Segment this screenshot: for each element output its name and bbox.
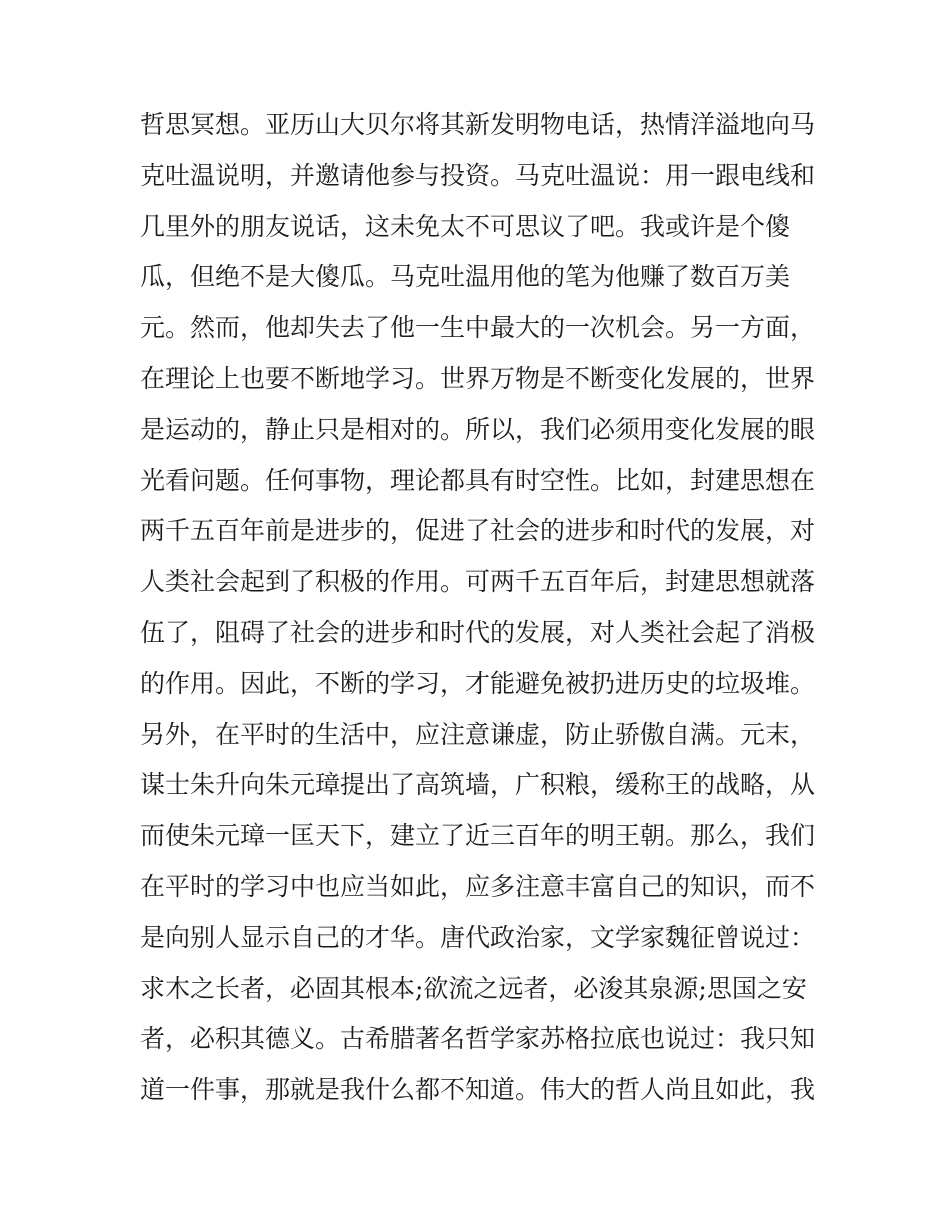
text-line: 在平时的学习中也应当如此，应多注意丰富自己的知识，而不 [140,871,816,901]
text-line: 瓜，但绝不是大傻瓜。马克吐温用他的笔为他赚了数百万美 [140,262,791,292]
text-line: 几里外的朋友说话，这未免太不可思议了吧。我或许是个傻 [140,211,791,241]
text-line: 求木之长者，必固其根本;欲流之远者，必浚其泉源;思国之安 [140,973,807,1003]
body-text [140,100,820,1116]
text-line: 者，必积其德义。古希腊著名哲学家苏格拉底也说过：我只知 [140,1024,816,1054]
text-line: 两千五百年前是进步的，促进了社会的进步和时代的发展，对 [140,516,816,546]
text-line: 伍了，阻碍了社会的进步和时代的发展，对人类社会起了消极 [140,617,816,647]
text-line: 克吐温说明，并邀请他参与投资。马克吐温说：用一跟电线和 [140,160,816,190]
text-line: 元。然而，他却失去了他一生中最大的一次机会。另一方面， [140,313,816,343]
text-line: 哲思冥想。亚历山大贝尔将其新发明物电话，热情洋溢地向马 [140,110,816,139]
text-line: 是运动的，静止只是相对的。所以，我们必须用变化发展的眼 [140,414,816,444]
text-line: 谋士朱升向朱元璋提出了高筑墙，广积粮，缓称王的战略，从 [140,770,816,800]
text-line: 人类社会起到了积极的作用。可两千五百年后，封建思想就落 [140,567,816,597]
text-line: 的作用。因此，不断的学习，才能避免被扔进历史的垃圾堆。 [140,668,816,698]
text-line: 在理论上也要不断地学习。世界万物是不断变化发展的，世界 [140,363,816,393]
text-line: 另外，在平时的生活中，应注意谦虚，防止骄傲自满。元末， [140,719,816,749]
text-line: 是向别人显示自己的才华。唐代政治家，文学家魏征曾说过： [140,922,816,952]
text-line: 光看问题。任何事物，理论都具有时空性。比如，封建思想在 [140,465,816,495]
text-line: 而使朱元璋一匡天下，建立了近三百年的明王朝。那么，我们 [140,821,816,851]
text-line: 道一件事，那就是我什么都不知道。伟大的哲人尚且如此，我 [140,1075,816,1105]
